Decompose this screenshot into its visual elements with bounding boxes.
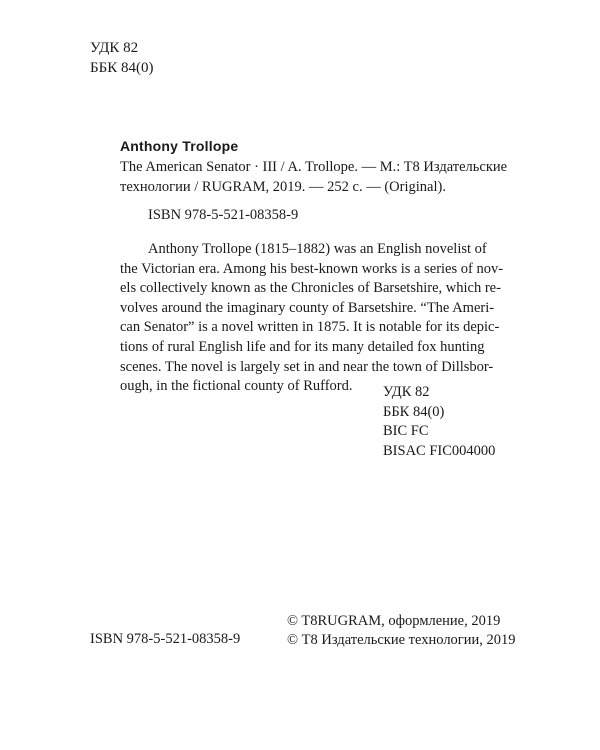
annotation-line: volves around the imaginary county of Barsetshire. “The Ameri- xyxy=(120,299,495,316)
copyright-line-2: © Т8 Издательские технологии, 2019 xyxy=(287,632,516,648)
annotation-line: scenes. The novel is largely set in and near the town of Dillsbor- xyxy=(120,358,494,375)
annotation-line: can Senator” is a novel written in 1875. It is notable for its depic- xyxy=(120,319,500,336)
annotation-line: tions of rural English life and for its many detailed fox hunting xyxy=(120,338,485,355)
annotation-line: Anthony Trollope (1815–1882) was an English novelist of xyxy=(148,241,487,257)
annotation-line: ough, in the fictional county of Rufford. xyxy=(120,378,353,395)
isbn-bottom: ISBN 978-5-521-08358-9 xyxy=(90,631,241,647)
bbk-code: ББК 84(0) xyxy=(90,60,154,76)
copyright-block xyxy=(287,612,516,650)
bibliographic-record xyxy=(120,158,510,197)
class-bbk: ББК 84(0) xyxy=(383,403,445,420)
classification-block xyxy=(383,383,495,461)
annotation-line: els collectively known as the Chronicles of Barsetshire, which re- xyxy=(120,280,501,297)
top-classification-codes xyxy=(90,38,153,78)
isbn-main: ISBN 978-5-521-08358-9 xyxy=(148,207,299,223)
class-udk: УДК 82 xyxy=(383,384,430,400)
copyright-line-1: © T8RUGRAM, оформление, 2019 xyxy=(287,613,501,629)
biblio-line-2: технологии / RUGRAM, 2019. — 252 с. — (Original). xyxy=(120,178,446,195)
class-bic: BIC FC xyxy=(383,423,429,439)
annotation-paragraph xyxy=(120,240,512,397)
biblio-line-1: The American Senator · III / A. Trollope. — M.: T8 Издательские xyxy=(120,159,508,175)
class-bisac: BISAC FIC004000 xyxy=(383,442,496,459)
udk-code: УДК 82 xyxy=(90,40,139,56)
annotation-line: the Victorian era. Among his best-known works is a series of nov- xyxy=(120,260,504,277)
author-name: Anthony Trollope xyxy=(120,138,239,154)
